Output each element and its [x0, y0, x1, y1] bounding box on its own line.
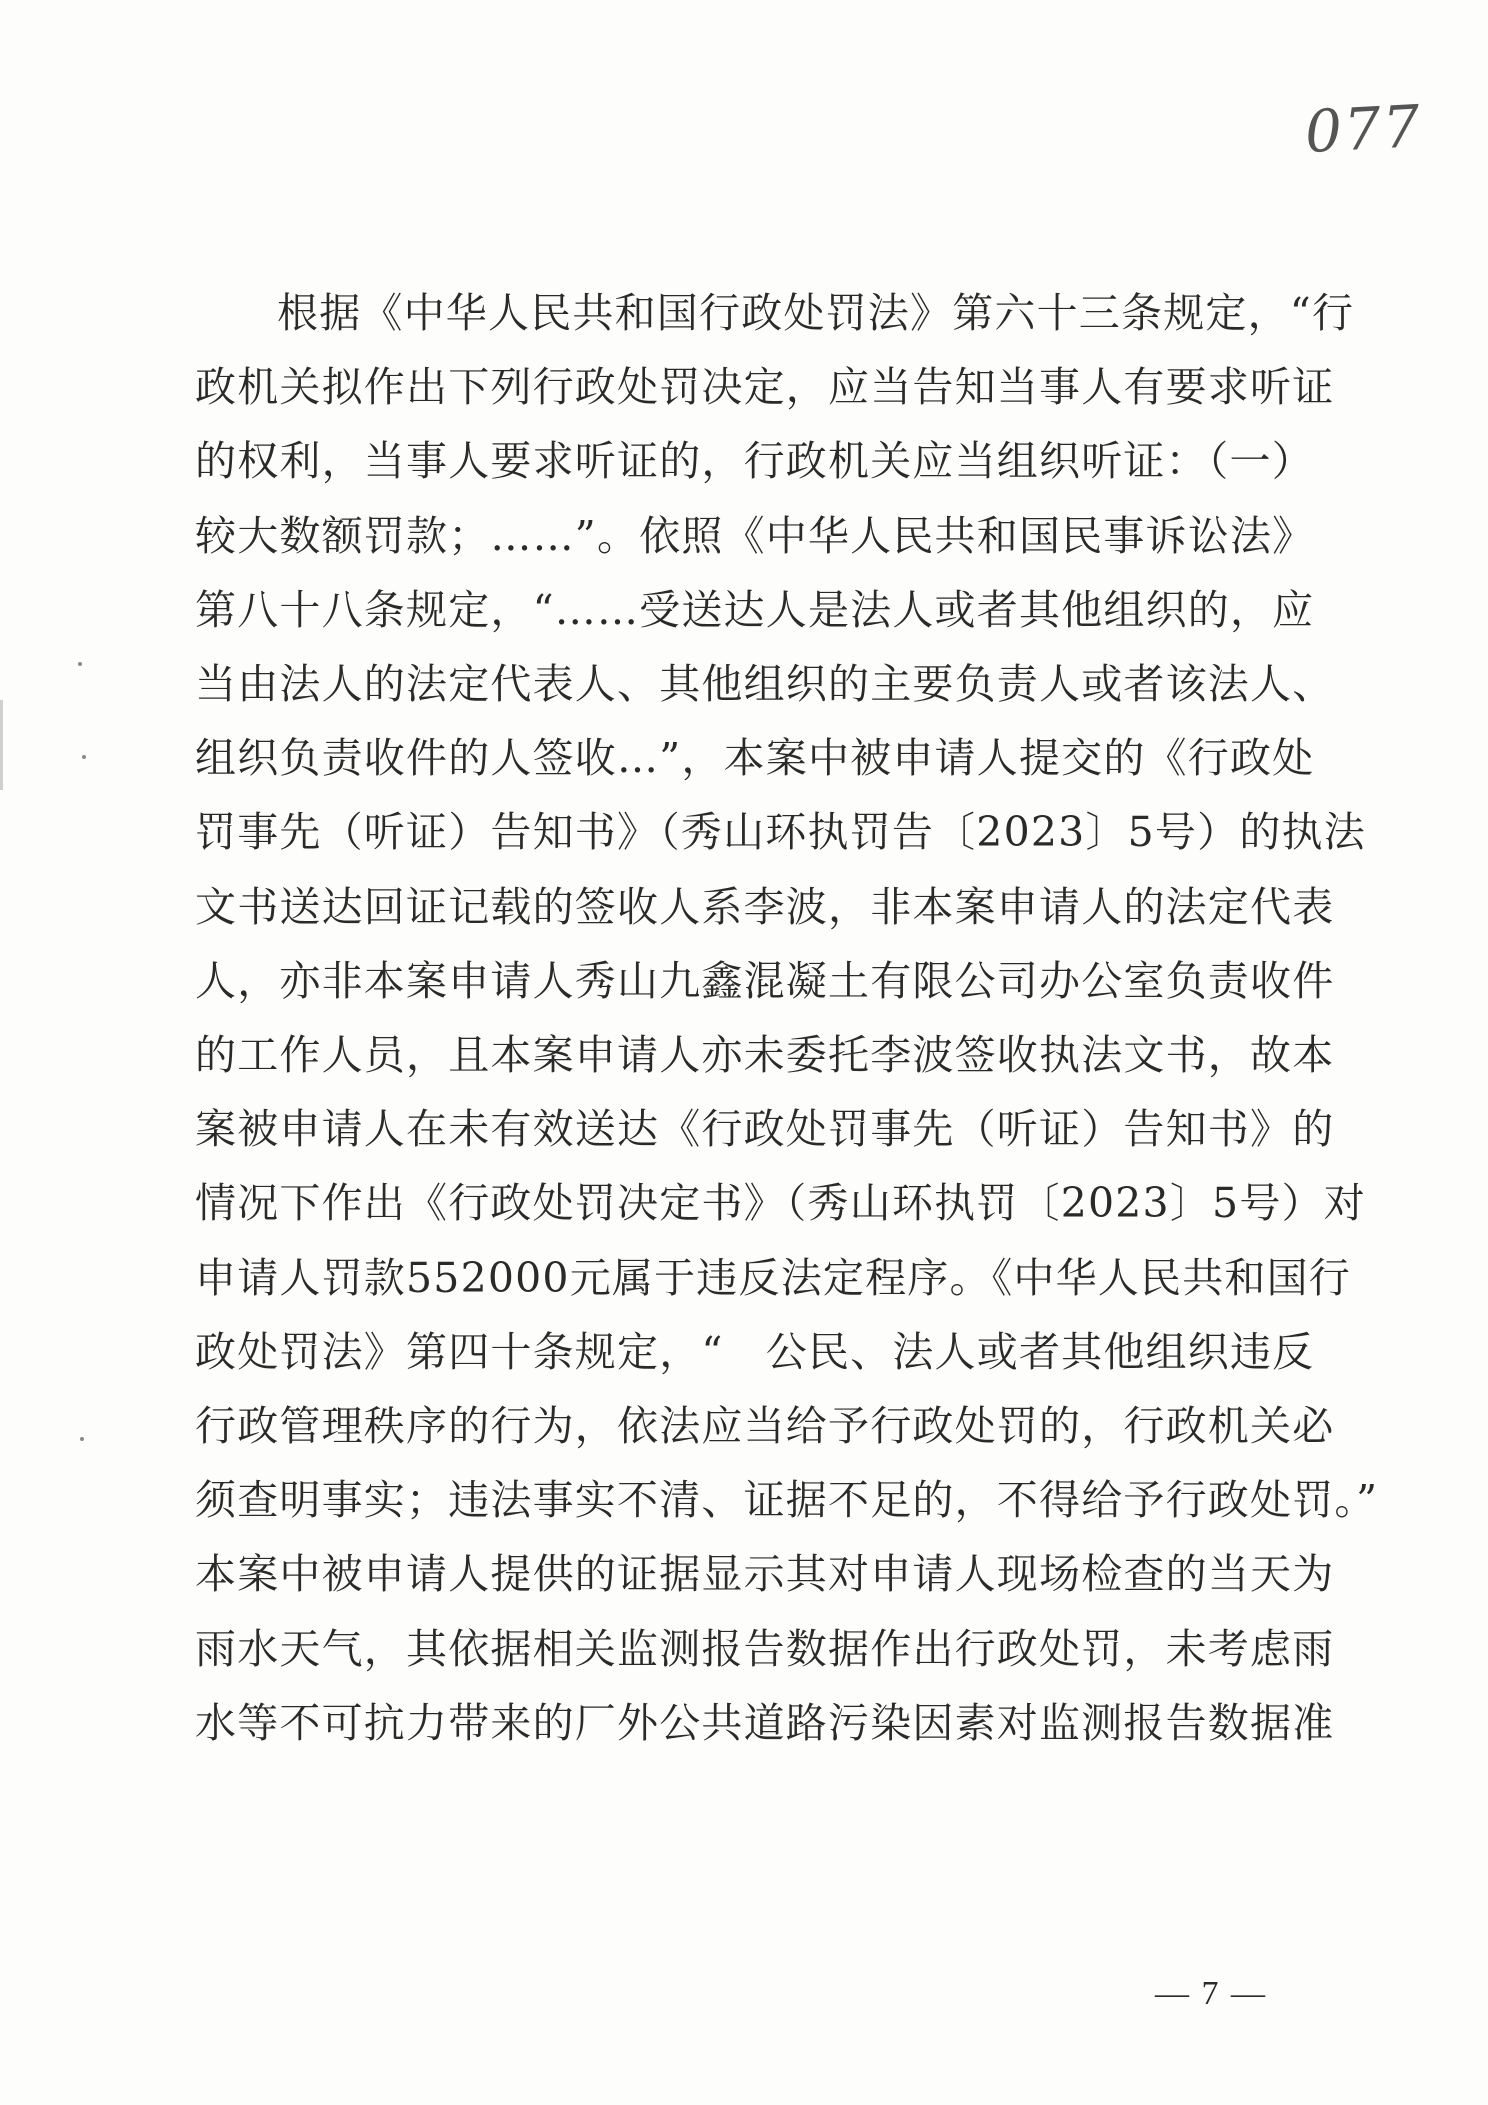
- paragraph-line: 雨水天气，其依据相关监测报告数据作出行政处罚，未考虑雨: [195, 1624, 1335, 1673]
- margin-speck: [82, 755, 86, 759]
- page-number: — 7 —: [1155, 1975, 1267, 2012]
- paragraph-line: 文书送达回证记载的签收人系李波，非本案申请人的法定代表: [195, 882, 1335, 931]
- paragraph-line: 须查明事实；违法事实不清、证据不足的，不得给予行政处罚。”: [195, 1476, 1379, 1525]
- paragraph-line: 人，亦非本案申请人秀山九鑫混凝土有限公司办公室负责收件: [195, 956, 1335, 1005]
- paragraph-line: 根据《中华人民共和国行政处罚法》第六十三条规定，“行: [277, 289, 1355, 337]
- paragraph-line: 本案中被申请人提供的证据显示其对申请人现场检查的当天为: [195, 1550, 1335, 1599]
- paragraph-line: 水等不可抗力带来的厂外公共道路污染因素对监测报告数据准: [195, 1698, 1335, 1747]
- paragraph-line: 申请人罚款552000元属于违反法定程序。《中华人民共和国行: [195, 1253, 1352, 1302]
- paragraph-line: 情况下作出《行政处罚决定书》（秀山环执罚〔2023〕5号）对: [195, 1179, 1366, 1228]
- paragraph-line: 政处罚法》第四十条规定，“ 公民、法人或者其他组织违反: [195, 1327, 1315, 1376]
- paragraph-line: 罚事先（听证）告知书》（秀山环执罚告〔2023〕5号）的执法: [195, 808, 1366, 857]
- paragraph-line: 的工作人员，且本案申请人亦未委托李波签收执法文书，故本: [195, 1031, 1335, 1080]
- binding-edge-shadow: [0, 700, 3, 790]
- paragraph-line: 组织负责收件的人签收…”，本案中被申请人提交的《行政处: [195, 734, 1315, 783]
- paragraph-line: 较大数额罚款；……”。依照《中华人民共和国民事诉讼法》: [195, 511, 1315, 560]
- paragraph-line: 行政管理秩序的行为，依法应当给予行政处罚的，行政机关必: [195, 1402, 1335, 1451]
- paragraph-line: 的权利，当事人要求听证的，行政机关应当组织听证：（一）: [195, 437, 1314, 486]
- paragraph-line: 当由法人的法定代表人、其他组织的主要负责人或者该法人、: [195, 660, 1335, 709]
- body-paragraph: [195, 276, 1379, 1760]
- paragraph-line: 第八十八条规定，“……受送达人是法人或者其他组织的，应: [195, 585, 1315, 634]
- margin-speck: [78, 662, 82, 666]
- handwritten-page-number: 077: [1303, 91, 1424, 167]
- paragraph-line: 政机关拟作出下列行政处罚决定，应当告知当事人有要求听证: [195, 363, 1335, 412]
- paragraph-line: 案被申请人在未有效送达《行政处罚事先（听证）告知书》的: [195, 1105, 1335, 1154]
- margin-speck: [80, 1437, 84, 1441]
